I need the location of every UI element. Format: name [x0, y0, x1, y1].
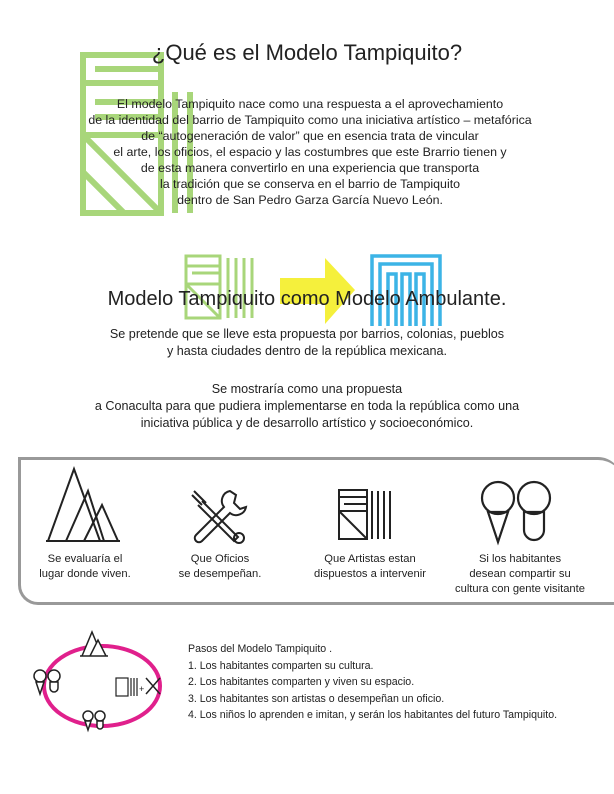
intro-paragraph [70, 96, 550, 208]
intro-line: de la identidad del barrio de Tampiquito como una iniciativa artístico – metafórica [88, 113, 532, 127]
criteria-caption [30, 552, 140, 582]
artists-logo-icon [336, 487, 396, 543]
caption-line: dispuestos a intervenir [314, 568, 426, 580]
caption-line: lugar donde viven. [39, 568, 131, 580]
steps-heading: Pasos del Modelo Tampiquito . [188, 643, 333, 655]
small-tools-icon [146, 678, 160, 694]
criteria-caption [160, 552, 280, 582]
tools-icon [188, 487, 250, 545]
paragraph-line: Se mostraría como una propuesta [211, 382, 403, 396]
paragraph-line: a Conaculta para que pudiera implementarse en toda la república como una [94, 399, 520, 413]
small-mountains-icon [80, 632, 108, 656]
caption-line: Si los habitantes [478, 553, 562, 565]
step-item: 2. Los habitantes comparten y viven su espacio. [188, 676, 415, 689]
cycle-diagram [30, 626, 180, 736]
paragraph-line: y hasta ciudades dentro de la república mexicana. [166, 344, 448, 358]
ambulante-paragraph-1 [60, 326, 554, 360]
ambulante-paragraph-2 [60, 381, 554, 432]
criteria-caption [450, 552, 590, 597]
intro-line: de “autogeneración de valor” que en esencia trata de vincular [141, 129, 479, 143]
caption-line: Que Oficios [190, 553, 250, 565]
caption-line: Que Artistas estan [324, 553, 416, 565]
paragraph-line: Se pretende que se lleve esta propuesta por barrios, colonias, pueblos [109, 327, 505, 341]
plus-sign: + [139, 684, 145, 694]
page-title: ¿Qué es el Modelo Tampiquito? [151, 40, 463, 65]
people-icon [478, 480, 554, 546]
intro-line: de esta manera convertirlo en una experiencia que transporta [140, 161, 480, 175]
caption-line: cultura con gente visitante [455, 583, 585, 595]
mountains-icon [44, 465, 120, 545]
intro-line: dentro de San Pedro Garza García Nuevo León. [177, 193, 443, 207]
ambulante-title: Modelo Tampiquito como Modelo Ambulante. [107, 288, 507, 310]
intro-line: El modelo Tampiquito nace como una respuesta a el aprovechamiento [116, 97, 504, 111]
caption-line: Se evaluaría el [47, 553, 123, 565]
caption-line: desean compartir su [469, 568, 571, 580]
step-item: 1. Los habitantes comparten su cultura. [188, 659, 374, 672]
intro-line: el arte, los oficios, el espacio y las costumbres que este Brarrio tienen y [113, 145, 507, 159]
step-item: 3. Los habitantes son artistas o desempeñan un oficio. [188, 692, 445, 705]
caption-line: se desempeñan. [178, 568, 262, 580]
paragraph-line: iniciativa pública y de desarrollo artístico y socioeconómico. [140, 416, 474, 430]
steps-list [188, 641, 557, 724]
intro-line: la tradición que se conserva en el barrio de Tampiquito [159, 177, 461, 191]
criteria-caption [305, 552, 435, 582]
small-artists-logo-icon [116, 678, 137, 696]
step-item: 4. Los niños lo aprenden e imitan, y serán los habitantes del futuro Tampiquito. [188, 709, 558, 722]
